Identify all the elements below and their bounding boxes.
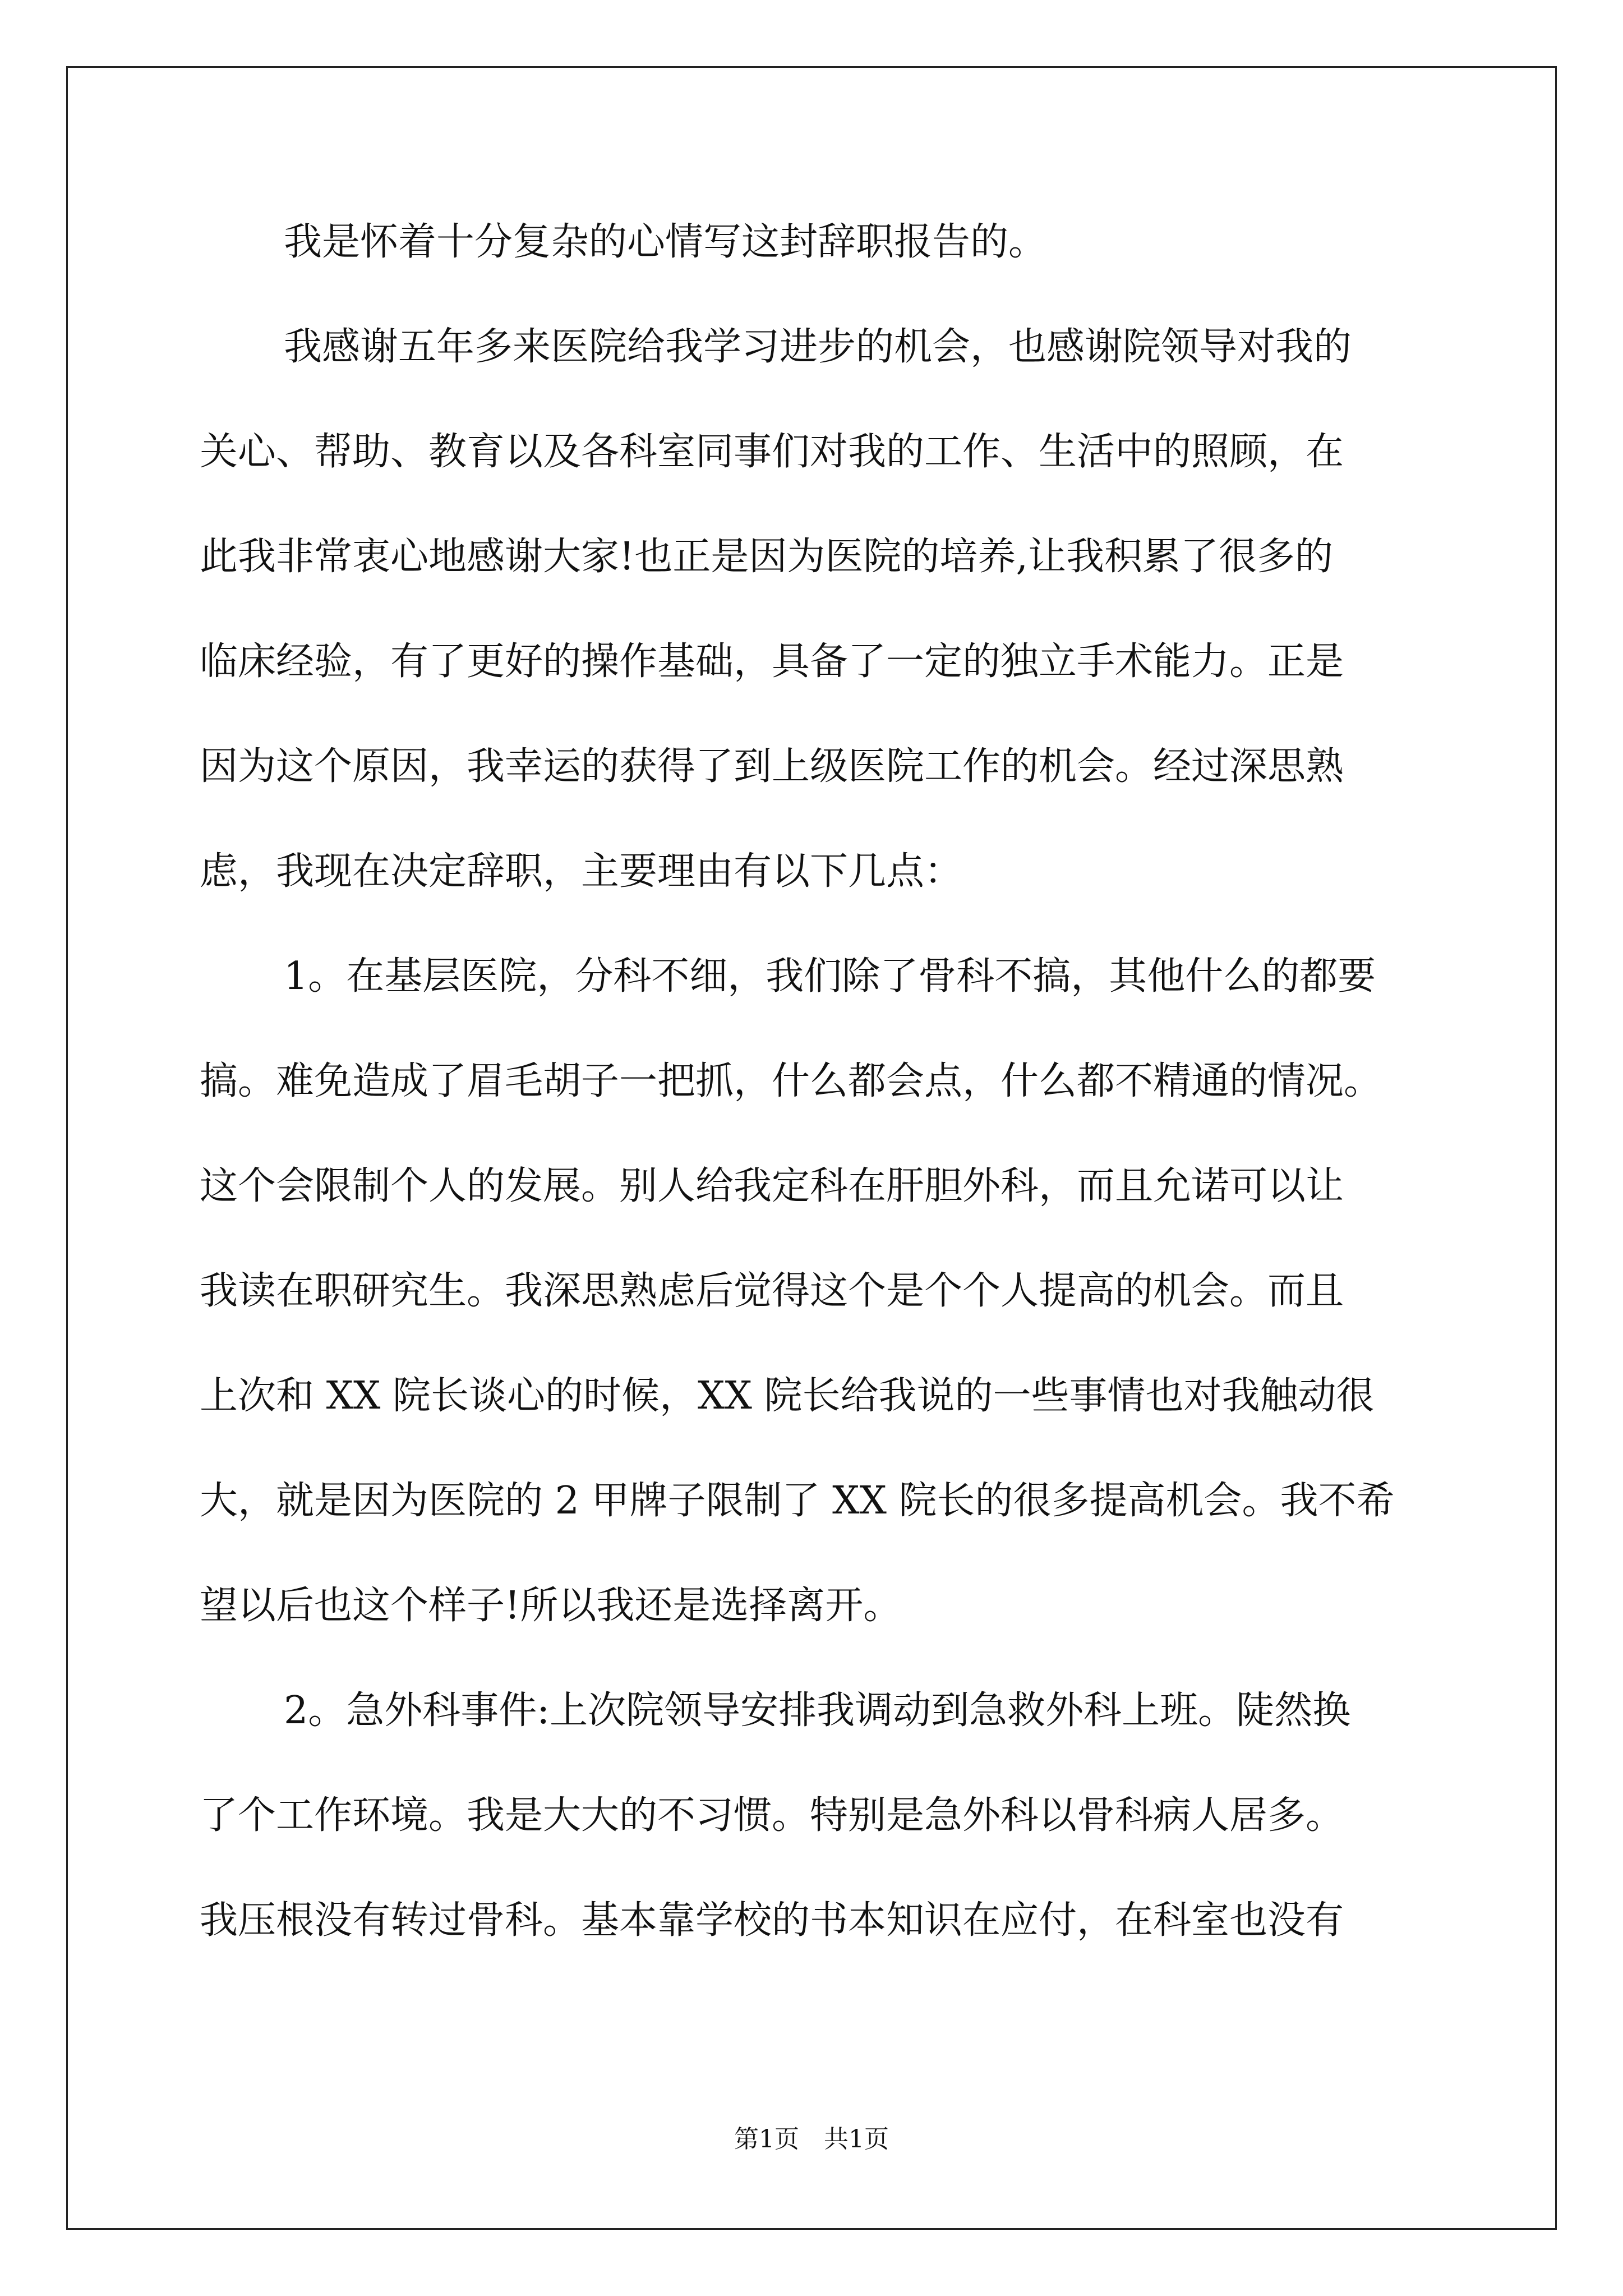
paragraph-2-line-5: 因为这个原因，我幸运的获得了到上级医院工作的机会。经过深思熟 bbox=[200, 744, 1344, 789]
paragraph-3-line-5: 上次和 XX 院长谈心的时候，XX 院长给我说的一些事情也对我触动很 bbox=[200, 1374, 1375, 1418]
paragraph-3-line-4: 我读在职研究生。我深思熟虑后觉得这个是个个人提高的机会。而且 bbox=[200, 1269, 1344, 1313]
paragraph-4-line-2: 了个工作环境。我是大大的不习惯。特别是急外科以骨科病人居多。 bbox=[200, 1793, 1344, 1838]
paragraph-3-line-7: 望以后也这个样子!所以我还是选择离开。 bbox=[200, 1584, 902, 1628]
paragraph-3-line-1: 1。在基层医院，分科不细，我们除了骨科不搞，其他什么的都要 bbox=[284, 954, 1376, 999]
paragraph-2-line-2: 关心、帮助、教育以及各科室同事们对我的工作、生活中的照顾，在 bbox=[200, 430, 1344, 474]
paragraph-3-line-2: 搞。难免造成了眉毛胡子一把抓，什么都会点，什么都不精通的情况。 bbox=[200, 1059, 1382, 1103]
paragraph-1-line-1: 我是怀着十分复杂的心情写这封辞职报告的。 bbox=[284, 220, 1047, 264]
paragraph-3-line-6: 大，就是因为医院的 2 甲牌子限制了 XX 院长的很多提高机会。我不希 bbox=[200, 1479, 1395, 1523]
page-footer: 第1页 共1页 bbox=[734, 2125, 889, 2154]
paragraph-4-line-1: 2。急外科事件:上次院领导安排我调动到急救外科上班。陡然换 bbox=[284, 1688, 1351, 1733]
paragraph-2-line-4: 临床经验，有了更好的操作基础，具备了一定的独立手术能力。正是 bbox=[200, 639, 1344, 684]
paragraph-2-line-6: 虑，我现在决定辞职，主要理由有以下几点： bbox=[200, 849, 963, 894]
paragraph-2-line-1: 我感谢五年多来医院给我学习进步的机会，也感谢院领导对我的 bbox=[284, 325, 1352, 369]
paragraph-3-line-3: 这个会限制个人的发展。别人给我定科在肝胆外科，而且允诺可以让 bbox=[200, 1164, 1344, 1208]
paragraph-2-line-3: 此我非常衷心地感谢大家!也正是因为医院的培养,让我积累了很多的 bbox=[200, 535, 1333, 579]
paragraph-4-line-3: 我压根没有转过骨科。基本靠学校的书本知识在应付，在科室也没有 bbox=[200, 1898, 1344, 1943]
